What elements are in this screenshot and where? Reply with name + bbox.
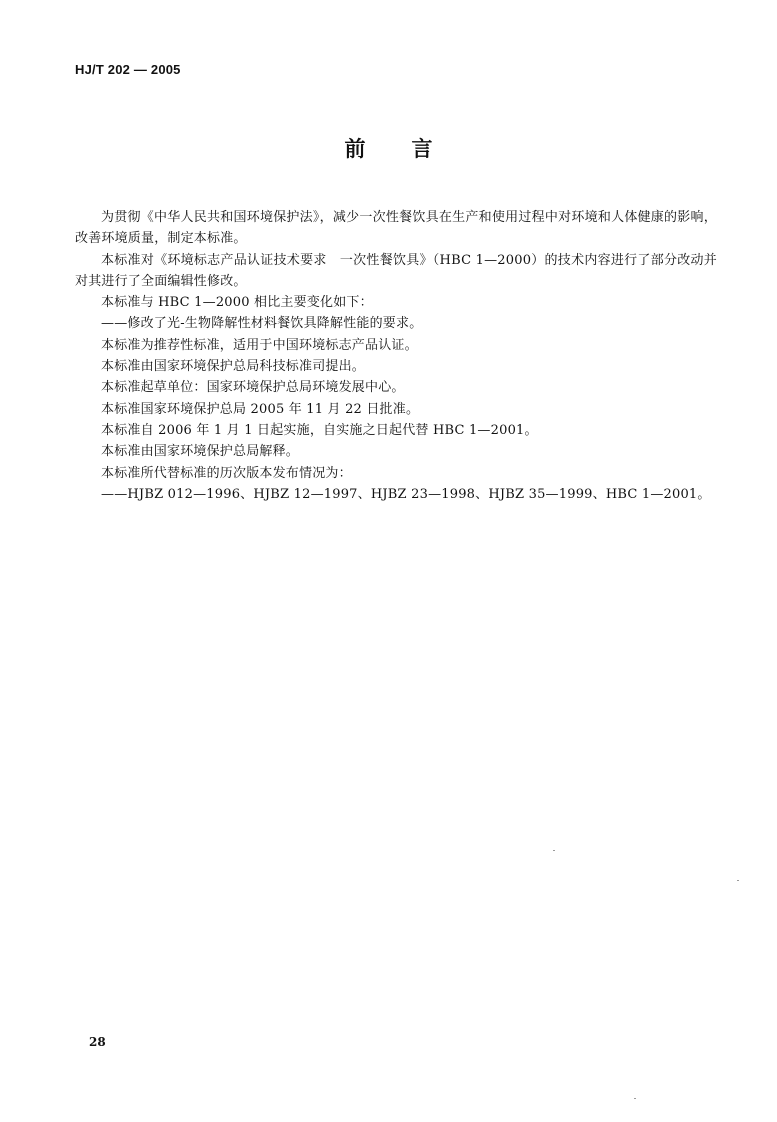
paragraph-drafting-unit: 本标准起草单位：国家环境保护总局环境发展中心。 — [101, 380, 405, 396]
paragraph-revision: 本标准对《环境标志产品认证技术要求 一次性餐饮具》（HBC 1—2000）的技术内容进行了部分改动并对其进行了全面编辑性修改。 — [75, 252, 717, 289]
paragraph-changes-intro: 本标准与 HBC 1—2000 相比主要变化如下： — [101, 295, 373, 311]
paragraph-purpose: 为贯彻《中华人民共和国环境保护法》，减少一次性餐饮具在生产和使用过程中对环境和人体健康的影响，改善环境质量，制定本标准。 — [75, 210, 717, 247]
paragraph-change-item: ——修改了光-生物降解性材料餐饮具降解性能的要求。 — [101, 316, 423, 332]
scan-speck — [737, 880, 739, 881]
foreword-body — [75, 207, 717, 505]
paragraph-scope: 本标准为推荐性标准，适用于中国环境标志产品认证。 — [101, 337, 418, 353]
page-title: 前言 — [344, 137, 479, 161]
page-number: 28 — [89, 1035, 106, 1049]
standard-code-header: HJ/T 202 — 2005 — [75, 62, 181, 77]
paragraph-interpretation: 本标准由国家环境保护总局解释。 — [101, 444, 300, 460]
scan-speck — [634, 1098, 636, 1099]
paragraph-effective-date: 本标准自 2006 年 1 月 1 日起实施，自实施之日起代替 HBC 1—2001。 — [101, 422, 538, 438]
paragraph-approval-date: 本标准国家环境保护总局 2005 年 11 月 22 日批准。 — [101, 401, 420, 417]
scan-speck — [553, 850, 555, 851]
paragraph-history-list: ——HJBZ 012—1996、HJBZ 12—1997、HJBZ 23—1998、HJBZ 35—1999、HBC 1—2001。 — [101, 486, 711, 502]
paragraph-history-intro: 本标准所代替标准的历次版本发布情况为： — [101, 465, 352, 481]
paragraph-proposer: 本标准由国家环境保护总局科技标准司提出。 — [101, 359, 366, 375]
